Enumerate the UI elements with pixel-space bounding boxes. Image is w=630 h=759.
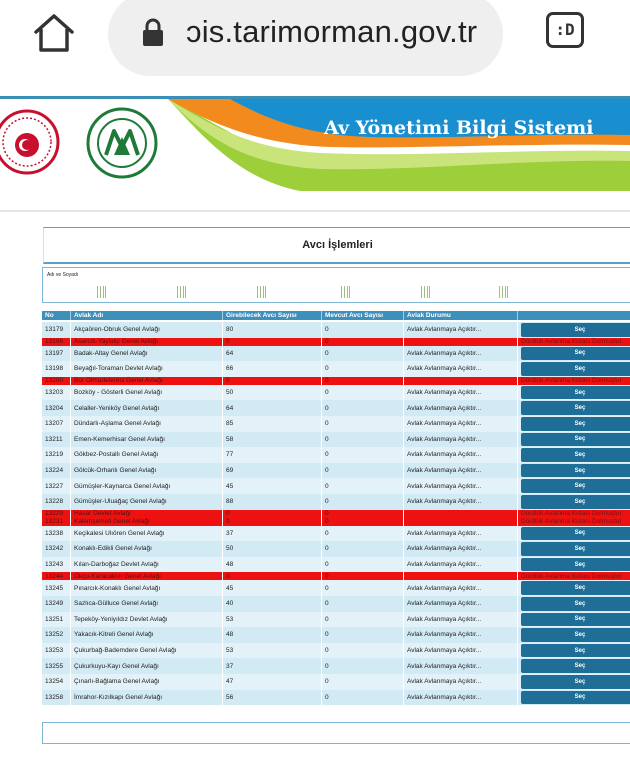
cell-no: 13258 [43,690,71,706]
divider [0,210,630,212]
cell-capacity: 64 [224,346,322,362]
cell-status: Avlak Avlanmaya Açıktır... [405,674,518,690]
cell-capacity: 0 [224,377,322,385]
cell-name: Yakacık-Kitreli Genel Avlağı [72,627,223,643]
select-button[interactable]: Seç [521,558,630,572]
table-row [42,580,630,596]
cell-current: 0 [323,612,404,628]
cell-action [519,385,630,401]
cell-action [519,580,630,596]
url-text[interactable]: ɔis.tarimorman.gov.tr [186,14,478,49]
cell-current: 0 [323,690,404,706]
cell-name: Badak-Altay Genel Avlağı [72,346,223,362]
cell-capacity: 85 [224,416,322,432]
cell-name: Emen-Kemerhisar Genel Avlağı [72,432,223,448]
lock-icon [140,16,166,48]
cell-current: 0 [323,463,404,479]
table-row [42,361,630,377]
cell-no: 13253 [43,643,71,659]
cell-capacity: 50 [224,385,322,401]
cell-current: 0 [323,377,404,385]
cell-capacity: 40 [224,596,322,612]
cell-name: Beyağıl-Toraman Devlet Avlağı [72,361,223,377]
cell-no: 13252 [43,627,71,643]
cell-no: 13229 [43,510,71,518]
home-icon[interactable] [32,12,76,54]
cell-action [519,416,630,432]
cell-current: 0 [323,510,404,518]
cell-name: Okçu-Karacaklırı Genel Avlağı [72,572,223,580]
table-row [42,338,630,346]
cell-name: Celaller-Yeniköy Genel Avlağı [72,400,223,416]
cell-status: Avlak Avlanmaya Açıktır... [405,432,518,448]
table-row [42,447,630,463]
cell-no: 13251 [43,612,71,628]
cell-name: Kılan-Darboğaz Devlet Avlağı [72,557,223,573]
cell-name: Tepeköy-Yeniyıldız Devlet Avlağı [72,612,223,628]
table-row [42,346,630,362]
cell-action [519,690,630,706]
select-button[interactable]: Seç [521,581,630,595]
quota-full-notice: Dördlük Avlanma Kotası Dolmuştur [519,518,630,526]
table-header [42,311,630,320]
cell-current: 0 [323,541,404,557]
cell-status: Avlak Avlanmaya Açıktır... [405,463,518,479]
header-status: Avlak Durumu [405,311,518,320]
cell-no: 13254 [43,674,71,690]
table-row [42,494,630,510]
cell-action [519,400,630,416]
cell-name: Sazlıca-Gülluce Genel Avlağı [72,596,223,612]
header-action [519,311,630,320]
cell-current: 0 [323,361,404,377]
cell-no: 13227 [43,478,71,494]
select-button[interactable]: Seç [521,433,630,447]
cell-current: 0 [323,526,404,542]
cell-action [519,361,630,377]
select-button[interactable]: Seç [521,628,630,642]
cell-no: 13231 [43,518,71,526]
cell-status: Avlak Avlanmaya Açıktır... [405,612,518,628]
cell-capacity: 37 [224,526,322,542]
cell-name: Gökbez-Postallı Genel Avlağı [72,447,223,463]
cell-action [519,557,630,573]
cell-status: Avlak Avlanmaya Açıktır... [405,416,518,432]
cell-current: 0 [323,400,404,416]
cell-name: Bor Olmadeleresi Genel Avlağı [72,377,223,385]
cell-name: Dündarlı-Aşlama Genel Avlağı [72,416,223,432]
cell-action [519,643,630,659]
cell-capacity: 0 [224,572,322,580]
form-field-placeholder[interactable] [499,286,508,298]
cell-no: 13245 [43,580,71,596]
select-button[interactable]: Seç [521,659,630,673]
cell-no: 13207 [43,416,71,432]
cell-action [519,526,630,542]
cell-capacity: 80 [224,322,322,338]
tab-switcher-button[interactable]: :D [546,12,584,48]
table-row [42,432,630,448]
cell-current: 0 [323,572,404,580]
header-current: Mevcut Avcı Sayısı [323,311,404,320]
cell-name: Hasar Devlet Avlağı [72,510,223,518]
parks-directorate-logo [86,107,158,179]
footer-panel [42,722,630,744]
cell-name: Kalemşemeli Genel Avlağı [72,518,223,526]
cell-status [405,510,518,518]
cell-no: 13242 [43,541,71,557]
select-button[interactable]: Seç [521,495,630,509]
cell-name: Gölcük-Orhanlı Genel Avlağı [72,463,223,479]
cell-no: 13228 [43,494,71,510]
cell-capacity: 88 [224,494,322,510]
cell-current: 0 [323,494,404,510]
cell-current: 0 [323,416,404,432]
cell-action [519,463,630,479]
cell-status: Avlak Avlanmaya Açıktır... [405,478,518,494]
cell-status: Avlak Avlanmaya Açıktır... [405,400,518,416]
select-button[interactable]: Seç [521,691,630,705]
cell-current: 0 [323,346,404,362]
cell-status: Avlak Avlanmaya Açıktır... [405,385,518,401]
cell-status: Avlak Avlanmaya Açıktır... [405,557,518,573]
select-button[interactable]: Seç [521,527,630,541]
cell-status: Avlak Avlanmaya Açıktır... [405,361,518,377]
cell-action [519,541,630,557]
form-field-placeholder[interactable] [177,286,186,298]
table-row [42,674,630,690]
banner-title: Av Yönetimi Bilgi Sistemi [324,117,594,139]
table-row [42,463,630,479]
quota-full-notice: Dördlük Avlanma Kotası Dolmuştur [519,572,630,580]
table-row [42,658,630,674]
cell-capacity: 48 [224,557,322,573]
cell-capacity: 64 [224,400,322,416]
cell-capacity: 53 [224,643,322,659]
cell-status: Avlak Avlanmaya Açıktır... [405,494,518,510]
cell-current: 0 [323,478,404,494]
cell-current: 0 [323,385,404,401]
cell-no: 13243 [43,557,71,573]
cell-status [405,338,518,346]
select-button[interactable]: Seç [521,613,630,627]
table-row [42,377,630,385]
select-button[interactable]: Seç [521,417,630,431]
cell-action [519,627,630,643]
form-field-placeholder[interactable] [421,286,430,298]
cell-action [519,447,630,463]
table-row [42,612,630,628]
cell-status: Avlak Avlanmaya Açıktır... [405,346,518,362]
cell-name: İmrahor-Kızılkapı Genel Avlağı [72,690,223,706]
cell-action [519,674,630,690]
cell-current: 0 [323,627,404,643]
cell-status: Avlak Avlanmaya Açıktır... [405,596,518,612]
table-row [42,596,630,612]
cell-name: Gümüşler-Kaynarca Genel Avlağı [72,478,223,494]
cell-capacity: 0 [224,510,322,518]
cell-name: Çınarlı-Bağlama Genel Avlağı [72,674,223,690]
cell-current: 0 [323,557,404,573]
cell-status: Avlak Avlanmaya Açıktır... [405,541,518,557]
cell-action [519,596,630,612]
cell-no: 13203 [43,385,71,401]
table-row [42,572,630,580]
cell-capacity: 0 [224,338,322,346]
table-row [42,478,630,494]
cell-capacity: 53 [224,612,322,628]
cell-name: Çukurbağ-Bademdere Genel Avlağı [72,643,223,659]
quota-full-notice: Dördlük Avlanma Kotası Dolmuştur [519,510,630,518]
table-row [42,541,630,557]
cell-current: 0 [323,322,404,338]
cell-action [519,322,630,338]
cell-capacity: 77 [224,447,322,463]
cell-status: Avlak Avlanmaya Açıktır... [405,322,518,338]
site-banner [0,96,630,191]
form-field-placeholder[interactable] [257,286,266,298]
table-row [42,518,630,526]
ministry-seal-logo [0,109,60,175]
cell-action [519,612,630,628]
select-button[interactable]: Seç [521,401,630,415]
select-button[interactable]: Seç [521,644,630,658]
cell-name: Akçaören-Obruk Genel Avlağı [72,322,223,338]
cell-status: Avlak Avlanmaya Açıktır... [405,580,518,596]
select-button[interactable]: Seç [521,675,630,689]
select-button[interactable]: Seç [521,542,630,556]
cell-capacity: 69 [224,463,322,479]
cell-name: Bozköy - Gösterli Genel Avlağı [72,385,223,401]
table-row [42,510,630,518]
cell-action [519,346,630,362]
cell-name: Gümüşler-Uluağaç Genel Avlağı [72,494,223,510]
cell-action [519,478,630,494]
table-row [42,557,630,573]
cell-status: Avlak Avlanmaya Açıktır... [405,690,518,706]
select-button[interactable]: Seç [521,323,630,337]
cell-action [519,432,630,448]
table-row [42,400,630,416]
cell-status [405,572,518,580]
cell-capacity: 50 [224,541,322,557]
cell-name: Konaklı-Edikli Genel Avlağı [72,541,223,557]
select-button[interactable]: Seç [521,386,630,400]
cell-capacity: 45 [224,478,322,494]
cell-no: 13196 [43,338,71,346]
cell-name: Çukurkuyu-Kayı Genel Avlağı [72,658,223,674]
cell-name: Pınarcık-Konaklı Genel Avlağı [72,580,223,596]
cell-status: Avlak Avlanmaya Açıktır... [405,658,518,674]
cell-no: 13255 [43,658,71,674]
cell-no: 13249 [43,596,71,612]
select-button[interactable]: Seç [521,448,630,462]
cell-action [519,658,630,674]
cell-status [405,518,518,526]
cell-status: Avlak Avlanmaya Açıktır... [405,643,518,659]
cell-current: 0 [323,432,404,448]
cell-capacity: 56 [224,690,322,706]
form-field-placeholder[interactable] [97,286,106,298]
cell-status: Avlak Avlanmaya Açıktır... [405,526,518,542]
select-button[interactable]: Seç [521,362,630,376]
table-row [42,322,630,338]
cell-status: Avlak Avlanmaya Açıktır... [405,447,518,463]
page-title: Avcı İşlemleri [302,239,373,251]
cell-current: 0 [323,643,404,659]
cell-name: Asarcık-Yaylaiçi Genel Avlağı [72,338,223,346]
cell-no: 13197 [43,346,71,362]
table-row [42,643,630,659]
cell-capacity: 58 [224,432,322,448]
cell-no: 13179 [43,322,71,338]
cell-no: 13211 [43,432,71,448]
table-row [42,385,630,401]
form-field-placeholder[interactable] [341,286,350,298]
cell-no: 13219 [43,447,71,463]
cell-action [519,494,630,510]
quota-full-notice: Dördlük Avlanma Kotası Dolmuştur [519,377,630,385]
cell-current: 0 [323,596,404,612]
table-row [42,627,630,643]
cell-no: 13244 [43,572,71,580]
header-capacity: Girebilecek Avcı Sayısı [224,311,322,320]
cell-current: 0 [323,674,404,690]
panel-header [43,227,630,264]
cell-current: 0 [323,658,404,674]
cell-capacity: 0 [224,518,322,526]
browser-toolbar [0,0,630,94]
cell-no: 13238 [43,526,71,542]
cell-capacity: 66 [224,361,322,377]
cell-no: 13200 [43,377,71,385]
header-name: Avlak Adı [72,311,223,320]
select-button[interactable]: Seç [521,597,630,611]
table-row [42,690,630,706]
name-field-label: Adı ve Soyadı [47,272,79,278]
cell-status [405,377,518,385]
cell-no: 13198 [43,361,71,377]
cell-capacity: 47 [224,674,322,690]
cell-no: 13224 [43,463,71,479]
cell-current: 0 [323,580,404,596]
quota-full-notice: Dördlük Avlanma Kotası Dolmuştur [519,338,630,346]
table-row [42,416,630,432]
search-form [42,267,630,303]
select-button[interactable]: Seç [521,479,630,493]
cell-capacity: 45 [224,580,322,596]
cell-capacity: 48 [224,627,322,643]
cell-name: Keçikalesi Ulıören Genel Avlağı [72,526,223,542]
cell-current: 0 [323,518,404,526]
cell-status: Avlak Avlanmaya Açıktır... [405,627,518,643]
cell-no: 13204 [43,400,71,416]
cell-current: 0 [323,447,404,463]
select-button[interactable]: Seç [521,347,630,361]
select-button[interactable]: Seç [521,464,630,478]
header-no: No [43,311,71,320]
table-row [42,526,630,542]
cell-current: 0 [323,338,404,346]
cell-capacity: 37 [224,658,322,674]
